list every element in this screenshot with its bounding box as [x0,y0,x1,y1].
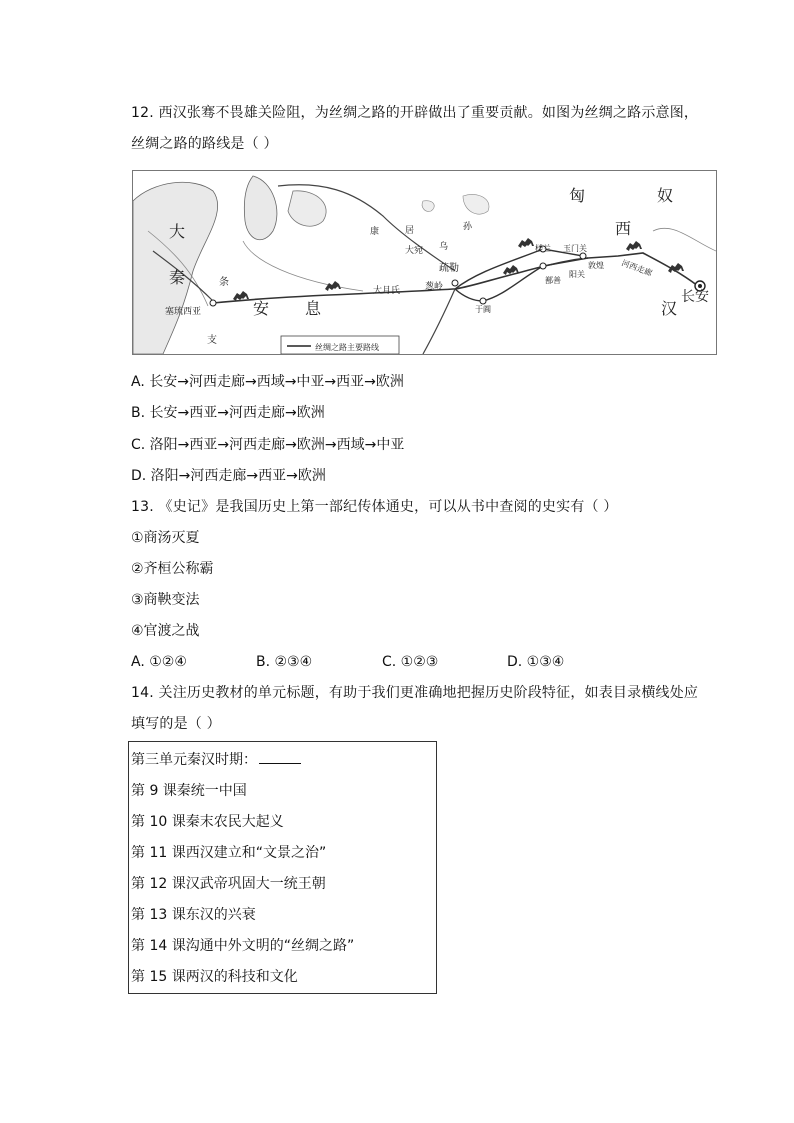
q13-option-d[interactable]: D. ①③④ [507,654,565,670]
lake-issyk [422,201,434,212]
city-marker-dunhuang [580,253,586,259]
city-marker-yutian [480,298,486,304]
route-south [455,258,588,301]
label-zhi: 支 [207,335,217,346]
toc-lesson-15: 第 15 课两汉的科技和文化 [131,969,298,985]
toc-unit-title-row [131,750,301,770]
label-nu: 奴 [657,186,674,205]
label-yumenguan: 玉门关 [563,244,587,253]
toc-lesson-12: 第 12 课汉武帝巩固大一统王朝 [131,876,326,892]
q12-option-d[interactable]: D. 洛阳→河西走廊→西亚→欧洲 [131,468,326,484]
city-marker-seleucia [210,300,216,306]
q13-item-4: ④官渡之战 [131,623,200,639]
q14-stem-line2: 填写的是（ ） [131,716,221,732]
camel-icon [518,238,534,248]
label-xiyu: 西 [615,219,632,238]
city-marker-shule [452,280,458,286]
label-sun: 孙 [463,222,473,232]
label-an: 安 [253,299,270,318]
label-dunhuang: 敦煌 [588,261,604,270]
toc-unit-title: 第三单元秦汉时期： [131,752,257,768]
q12-option-b[interactable]: B. 长安→西亚→河西走廊→欧洲 [131,405,325,421]
label-congling: 葱岭 [425,282,444,292]
label-yutian: 于阗 [475,305,491,314]
label-han: 汉 [661,299,678,318]
q13-stem: 13. 《史记》是我国历史上第一部纪传体通史，可以从书中查阅的史实有（ ） [131,499,618,515]
city-marker-shanshan [540,263,546,269]
label-changan: 长安 [681,289,709,305]
toc-lesson-11: 第 11 课西汉建立和“文景之治” [131,845,327,861]
toc-lesson-10: 第 10 课秦末农民大起义 [131,814,284,830]
textbook-toc-box [128,741,437,994]
q13-options-row [131,652,651,674]
label-ju: 居 [405,226,415,236]
q13-item-1: ①商汤灭夏 [131,530,200,546]
q12-option-c[interactable]: C. 洛阳→西亚→河西走廊→欧洲→西域→中亚 [131,437,405,453]
caspian-sea [244,176,277,240]
aral-sea [288,191,326,226]
label-seleucia: 塞琉西亚 [165,307,202,317]
route-north [455,249,583,289]
q13-option-b[interactable]: B. ②③④ [256,654,313,670]
q14-stem-line1: 14. 关注历史教材的单元标题，有助于我们更准确地把握历史阶段特征，如表目录横线处应 [131,685,699,701]
q13-item-3: ③商鞅变法 [131,592,200,608]
toc-lesson-14: 第 14 课沟通中外文明的“丝绸之路” [131,938,355,954]
label-xiong: 匈 [569,186,586,205]
lake-balkhash [463,194,489,214]
toc-lesson-13: 第 13 课东汉的兴衰 [131,907,256,923]
silk-road-map-drawing [133,171,716,354]
label-kang: 康 [370,227,380,237]
q12-stem-line1: 12. 西汉张骞不畏雄关险阻，为丝绸之路的开辟做出了重要贡献。如图为丝绸之路示意图， [131,105,699,121]
label-tiao: 条 [219,277,229,288]
label-shule: 疏勒 [439,263,459,274]
map-legend-label: 丝绸之路主要路线 [315,343,379,352]
label-shanshan: 鄯善 [545,276,561,285]
label-xi: 息 [305,299,322,318]
q13-option-c[interactable]: C. ①②③ [382,654,439,670]
label-qin: 秦 [169,268,186,287]
label-dayuezhi: 大月氏 [373,286,401,296]
toc-answer-blank [259,751,301,764]
label-wu: 乌 [439,242,449,252]
camel-icon [325,281,341,291]
label-yangguan: 阳关 [569,270,585,279]
yellow-river [653,228,716,251]
city-marker-changan-dot [698,284,702,288]
q12-stem-line2: 丝绸之路的路线是（ ） [131,136,278,152]
label-dawan: 大宛 [405,246,424,256]
q12-option-a[interactable]: A. 长安→河西走廊→西域→中亚→西亚→欧洲 [131,374,404,390]
silk-road-map [132,170,717,355]
route-south-branch [423,289,455,354]
toc-lesson-9: 第 9 课秦统一中国 [131,783,247,799]
label-loulan: 楼兰 [535,244,551,253]
label-hexi-corridor: 河西走廊 [620,258,654,278]
camel-icon [626,241,642,251]
q13-option-a[interactable]: A. ①②④ [131,654,187,670]
q13-item-2: ②齐桓公称霸 [131,561,214,577]
label-da: 大 [169,222,186,241]
